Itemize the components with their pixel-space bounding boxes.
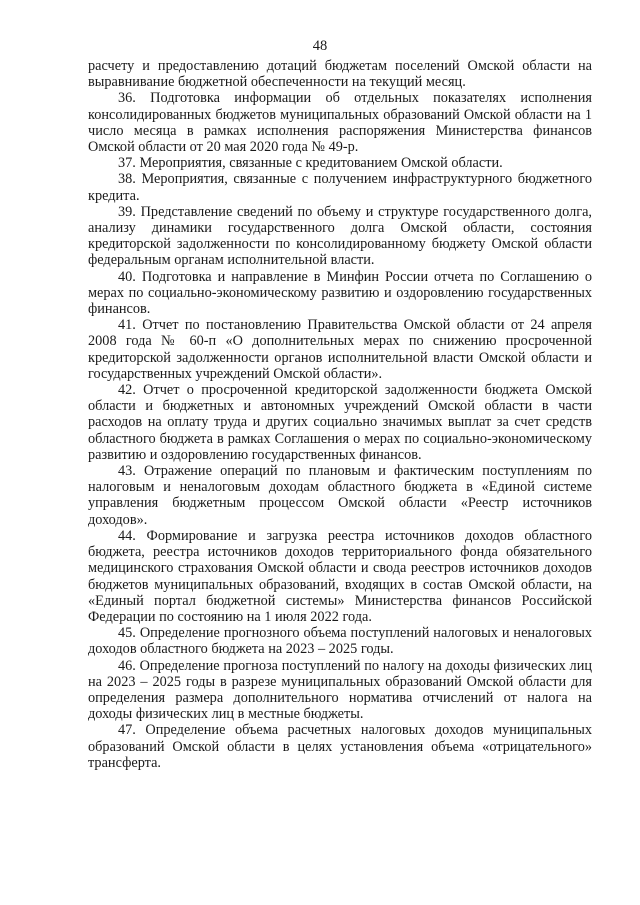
paragraph-39: 39. Представление сведений по объему и структуре государственного долга, анализу динамики государственного долга Омской области, состояния кредиторской задолженности по консолидированному бюджету Омской области федеральным органам исполнительной власти. (88, 203, 592, 269)
paragraph-45: 45. Определение прогнозного объема поступлений налоговых и неналоговых доходов областного бюджета на 2023 – 2025 годы. (88, 625, 592, 658)
paragraph-36: 36. Подготовка информации об отдельных показателях исполнения консолидированных бюджетов муниципальных образований Омской области на 1 число месяца в рамках исполнения распоряжения Министерства финансов Омской области от 20 мая 2020 года № 49-р. (88, 90, 592, 156)
paragraph-41: 41. Отчет по постановлению Правительства Омской области от 24 апреля 2008 года № 60-п «О дополнительных мерах по снижению просроченной кредиторской задолженности органов исполнительной власти Омской области и государственных учреждений Омской области». (88, 317, 592, 382)
page-number: 48 (312, 38, 328, 54)
document-body (88, 58, 592, 771)
paragraph-44: 44. Формирование и загрузка реестра источников доходов областного бюджета, реестра источников доходов территориального фонда обязательного медицинского страхования Омской области и свода реестров источников доходов бюджетов муниципальных образований, входящих в состав Омской области, на «Единый портал бюджетной системы» Министерства финансов Российской Федерации по состоянию на 1 июля 2022 года. (88, 527, 592, 625)
paragraph-46: 46. Определение прогноза поступлений по налогу на доходы физических лиц на 2023 – 2025 годы в разрезе муниципальных образований Омской области для определения размера дополнительного норматива отчислений от налога на доходы физических лиц в местные бюджеты. (88, 657, 592, 723)
paragraph-37: 37. Мероприятия, связанные с кредитованием Омской области. (118, 155, 503, 172)
paragraph-38: 38. Мероприятия, связанные с получением инфраструктурного бюджетного кредита. (88, 171, 592, 204)
paragraph-40: 40. Подготовка и направление в Минфин России отчета по Соглашению о мерах по социально-экономическому развитию и оздоровлению государственных финансов. (88, 268, 592, 318)
paragraph-35-continuation: расчету и предоставлению дотаций бюджетам поселений Омской области на выравнивание бюджетной обеспеченности на текущий месяц. (88, 58, 592, 91)
paragraph-47: 47. Определение объема расчетных налоговых доходов муниципальных образований Омской области в целях установления объема «отрицательного» трансферта. (88, 722, 592, 771)
paragraph-43: 43. Отражение операций по плановым и фактическим поступлениям по налоговым и неналоговым доходам областного бюджета в «Единой системе управления бюджетным процессом Омской области «Реестр источников доходов». (88, 463, 592, 528)
paragraph-42: 42. Отчет о просроченной кредиторской задолженности бюджета Омской области и бюджетных и автономных учреждений Омской области в части расходов на оплату труда и других социально значимых выплат за счет средств областного бюджета в рамках Соглашения о мерах по социально-экономическому развитию и оздоровлению государственных финансов. (88, 382, 592, 463)
